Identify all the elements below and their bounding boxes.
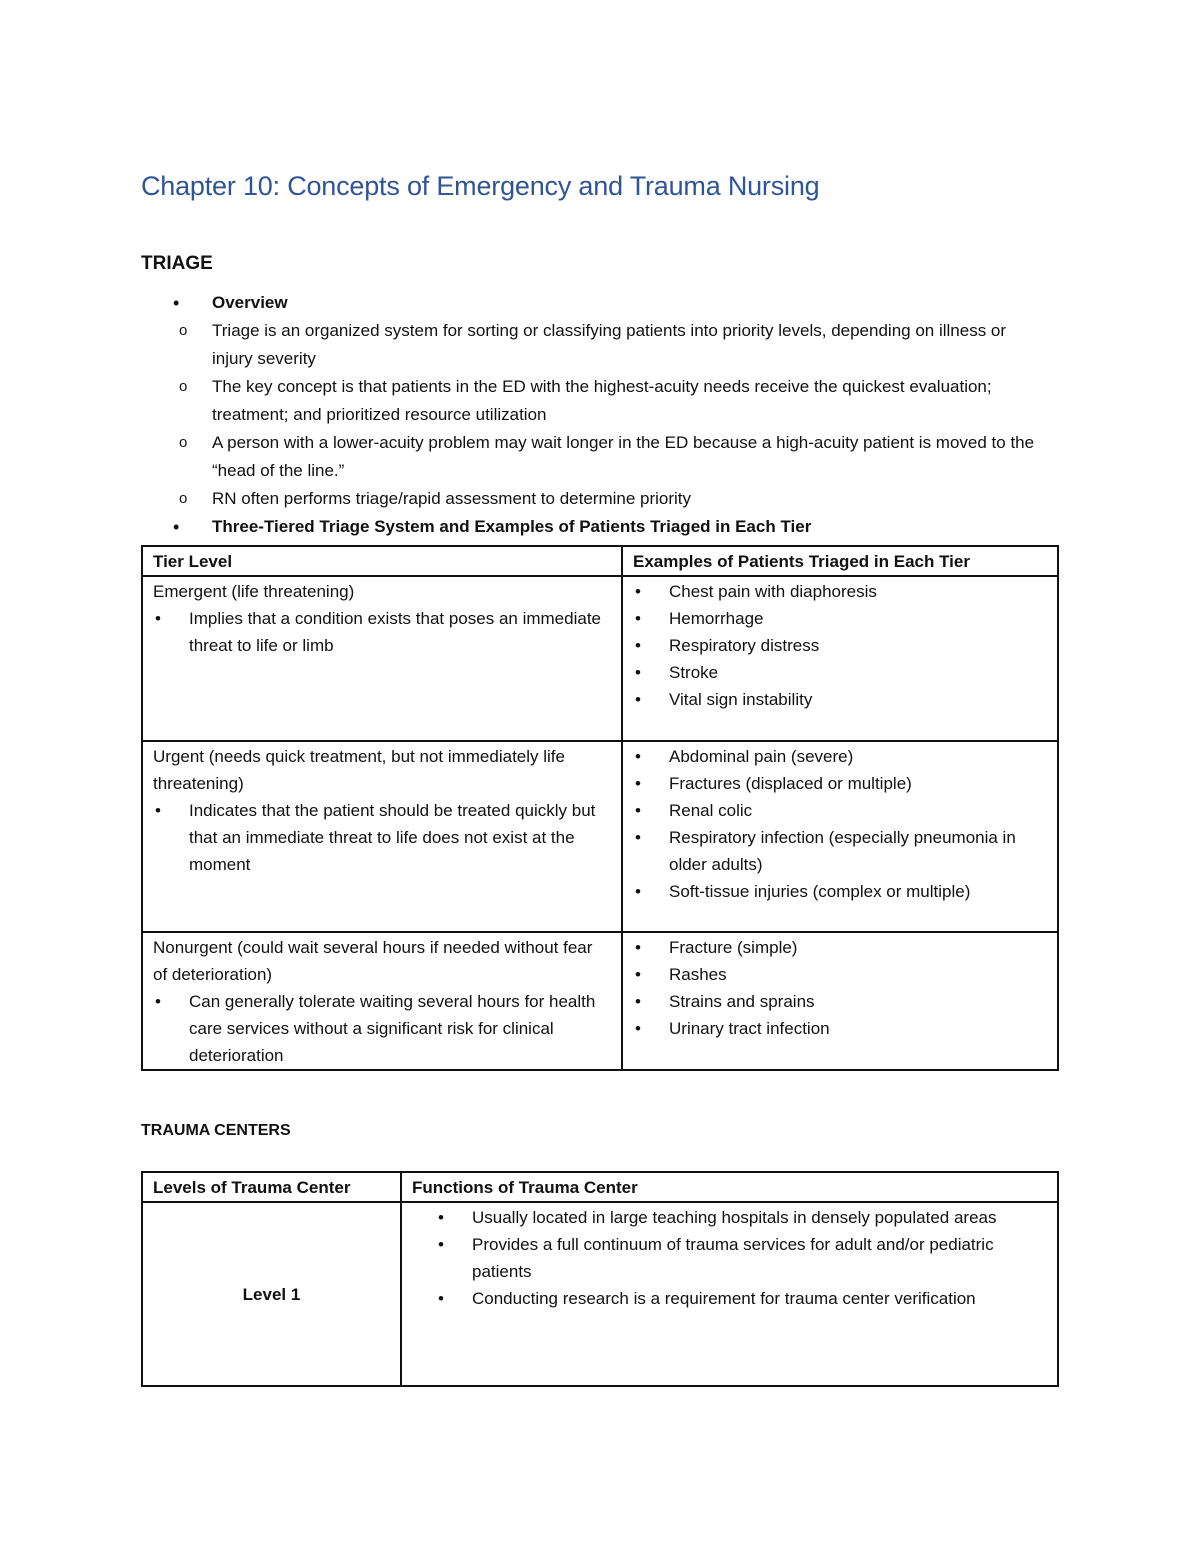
tier-name: Urgent (needs quick treatment, but not immediately life threatening) <box>153 747 565 793</box>
tier-description-list <box>153 605 611 659</box>
table-row <box>142 741 1058 932</box>
examples-list <box>633 578 1047 713</box>
sub-list-item: o A person with a lower-acuity problem may wait longer in the ED because a high-acuity patient is moved to the “head of the line.” <box>141 429 1059 485</box>
list-item: • Implies that a condition exists that poses an immediate threat to life or limb <box>153 605 611 659</box>
table-row <box>142 1202 1058 1386</box>
list-item: • Abdominal pain (severe) <box>633 743 1047 770</box>
examples-cell <box>622 932 1058 1070</box>
list-item: • Urinary tract infection <box>633 1015 1047 1042</box>
sub-list-item: o Triage is an organized system for sorting or classifying patients into priority levels, depending on illness or injury severity <box>141 317 1059 373</box>
list-item: • Can generally tolerate waiting several hours for health care services without a significant risk for clinical deterioration <box>153 988 611 1069</box>
sub-list-item: o The key concept is that patients in the ED with the highest-acuity needs receive the quickest evaluation; treatment; and prioritized resource utilization <box>141 373 1059 429</box>
list-item: • Respiratory infection (especially pneumonia in older adults) <box>633 824 1047 878</box>
section-heading-trauma-centers: TRAUMA CENTERS <box>141 1122 291 1139</box>
examples-list <box>633 934 1047 1042</box>
examples-list <box>633 743 1047 905</box>
functions-list <box>402 1204 1047 1312</box>
overview-label: Overview <box>212 293 288 312</box>
examples-cell <box>622 576 1058 741</box>
table-row <box>142 932 1058 1070</box>
tier-heading: Three-Tiered Triage System and Examples of Patients Triaged in Each Tier <box>212 517 812 536</box>
outline-item-tier-heading <box>141 513 1059 541</box>
list-item: • Usually located in large teaching hospitals in densely populated areas <box>402 1204 1047 1231</box>
sub-list-item: o RN often performs triage/rapid assessment to determine priority <box>141 485 1059 513</box>
list-item: • Strains and sprains <box>633 988 1047 1015</box>
tier-name: Emergent (life threatening) <box>153 582 355 601</box>
level-cell: Level 1 <box>142 1202 401 1386</box>
tier-cell <box>142 932 622 1070</box>
triage-tier-table <box>141 545 1059 1071</box>
table-header-cell: Tier Level <box>142 546 622 576</box>
table-header-cell: Examples of Patients Triaged in Each Tier <box>622 546 1058 576</box>
tier-cell <box>142 576 622 741</box>
tier-name: Nonurgent (could wait several hours if needed without fear of deterioration) <box>153 938 593 984</box>
list-item: • Chest pain with diaphoresis <box>633 578 1047 605</box>
table-header-row <box>142 1172 1058 1202</box>
tier-description-list <box>153 797 611 878</box>
overview-sublist <box>141 317 1059 513</box>
functions-cell <box>401 1202 1058 1386</box>
triage-outline <box>141 289 1059 541</box>
table-row <box>142 576 1058 741</box>
examples-cell <box>622 741 1058 932</box>
tier-cell <box>142 741 622 932</box>
list-item: • Fractures (displaced or multiple) <box>633 770 1047 797</box>
table-header-row <box>142 546 1058 576</box>
list-item: • Hemorrhage <box>633 605 1047 632</box>
outline-item-overview <box>141 289 1059 513</box>
list-item: • Respiratory distress <box>633 632 1047 659</box>
list-item: • Vital sign instability <box>633 686 1047 713</box>
section-heading-triage: TRIAGE <box>141 253 213 274</box>
list-item: • Renal colic <box>633 797 1047 824</box>
table-header-cell: Levels of Trauma Center <box>142 1172 401 1202</box>
page-title: Chapter 10: Concepts of Emergency and Trauma Nursing <box>141 171 820 201</box>
table-header-cell: Functions of Trauma Center <box>401 1172 1058 1202</box>
tier-description-list <box>153 988 611 1069</box>
list-item: • Rashes <box>633 961 1047 988</box>
list-item: • Indicates that the patient should be treated quickly but that an immediate threat to life does not exist at the moment <box>153 797 611 878</box>
list-item: • Conducting research is a requirement for trauma center verification <box>402 1285 1047 1312</box>
list-item: • Provides a full continuum of trauma services for adult and/or pediatric patients <box>402 1231 1047 1285</box>
list-item: • Stroke <box>633 659 1047 686</box>
list-item: • Soft-tissue injuries (complex or multiple) <box>633 878 1047 905</box>
document-page <box>141 168 1059 1387</box>
trauma-center-table <box>141 1171 1059 1387</box>
list-item: • Fracture (simple) <box>633 934 1047 961</box>
